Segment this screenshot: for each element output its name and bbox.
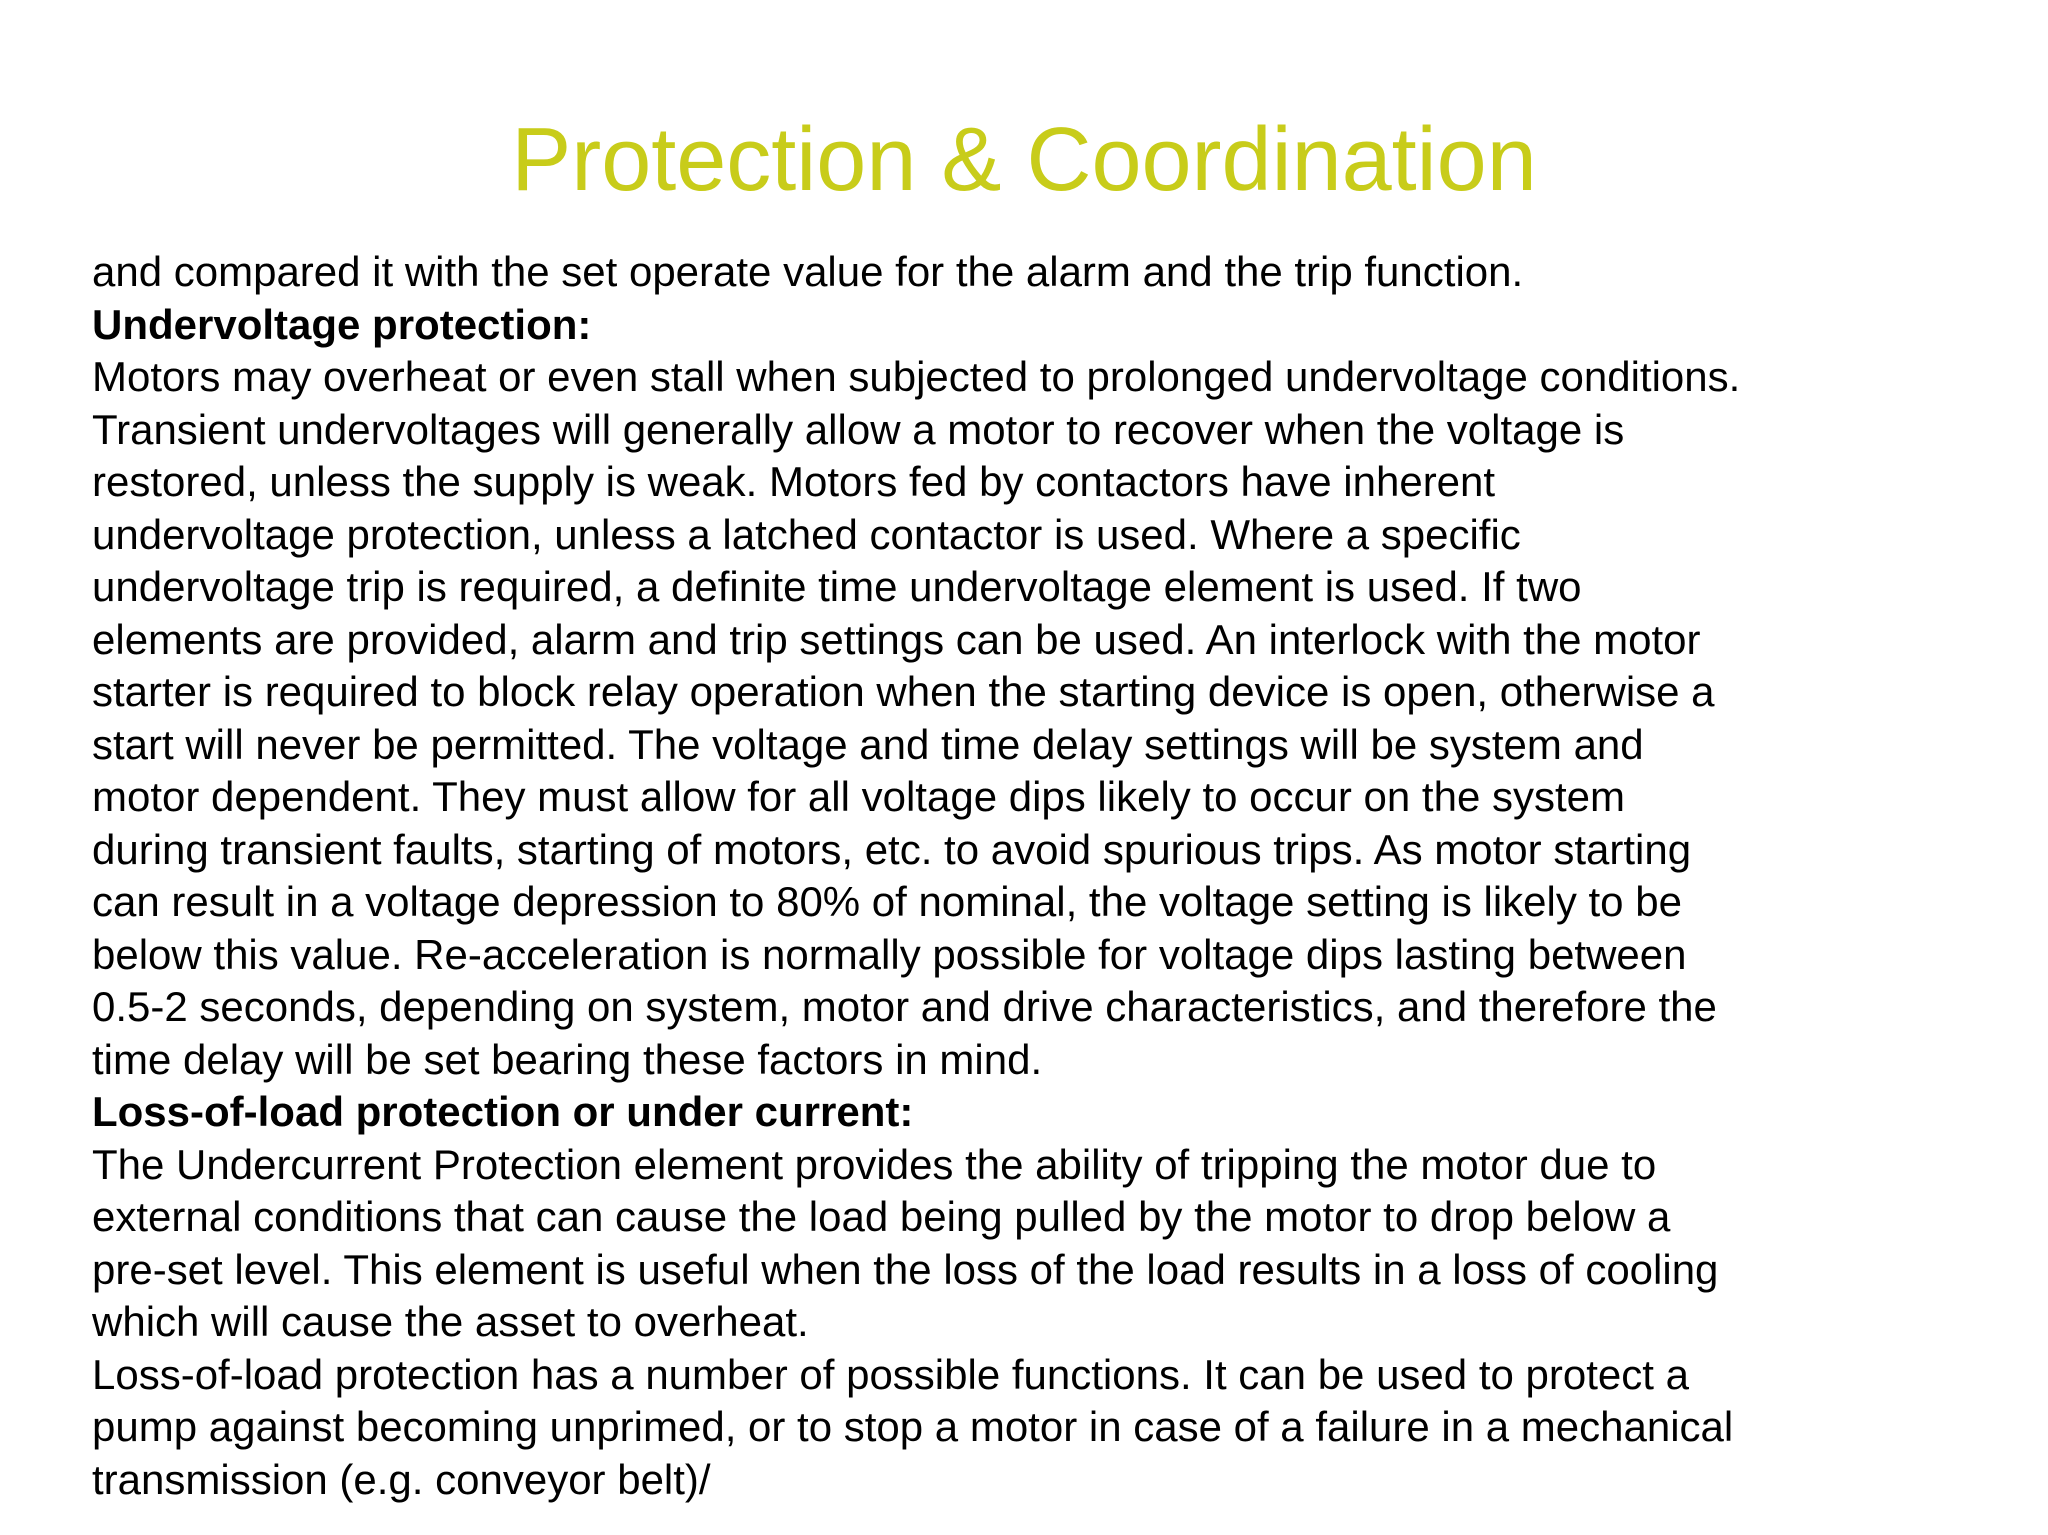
body-line: transmission (e.g. conveyor belt)/ — [92, 1455, 711, 1503]
section-heading: Loss-of-load protection or under current: — [92, 1088, 914, 1135]
body-line: undervoltage trip is required, a definite time undervoltage element is used. If two — [92, 563, 1582, 610]
body-line: 0.5-2 seconds, depending on system, motor and drive characteristics, and therefore the — [92, 983, 1717, 1030]
body-line: time delay will be set bearing these factors in mind. — [92, 1035, 1043, 1083]
body-line: can result in a voltage depression to 80% of nominal, the voltage setting is likely to be — [92, 878, 1682, 925]
body-line: Loss-of-load protection has a number of possible functions. It can be used to protect a — [92, 1350, 1689, 1398]
body-line: restored, unless the supply is weak. Motors fed by contactors have inherent — [92, 458, 1496, 505]
body-line: Motors may overheat or even stall when subjected to prolonged undervoltage conditions. — [92, 353, 1741, 400]
section-heading: Undervoltage protection: — [92, 300, 592, 348]
body-line: pre-set level. This element is useful when the loss of the load results in a loss of cooling — [92, 1245, 1719, 1293]
body-line: start will never be permitted. The voltage and time delay settings will be system and — [92, 720, 1644, 768]
slide-body-text — [92, 246, 2032, 1506]
body-line: which will cause the asset to overheat. — [92, 1298, 809, 1345]
slide-title: Protection & Coordination — [511, 110, 1537, 210]
body-line: during transient faults, starting of motors, etc. to avoid spurious trips. As motor starting — [92, 825, 1692, 873]
body-line: pump against becoming unprimed, or to stop a motor in case of a failure in a mechanical — [92, 1403, 1734, 1450]
body-line: undervoltage protection, unless a latched contactor is used. Where a specific — [92, 510, 1521, 558]
body-line: elements are provided, alarm and trip settings can be used. An interlock with the motor — [92, 615, 1701, 663]
body-line: and compared it with the set operate value for the alarm and the trip function. — [92, 248, 1524, 295]
body-line: below this value. Re-acceleration is normally possible for voltage dips lasting between — [92, 930, 1687, 978]
body-line: starter is required to block relay operation when the starting device is open, otherwise a — [92, 668, 1715, 715]
body-line: external conditions that can cause the load being pulled by the motor to drop below a — [92, 1193, 1671, 1240]
body-line: The Undercurrent Protection element provides the ability of tripping the motor due to — [92, 1140, 1657, 1188]
body-line: Transient undervoltages will generally allow a motor to recover when the voltage is — [92, 405, 1625, 453]
body-line: motor dependent. They must allow for all voltage dips likely to occur on the system — [92, 773, 1625, 820]
